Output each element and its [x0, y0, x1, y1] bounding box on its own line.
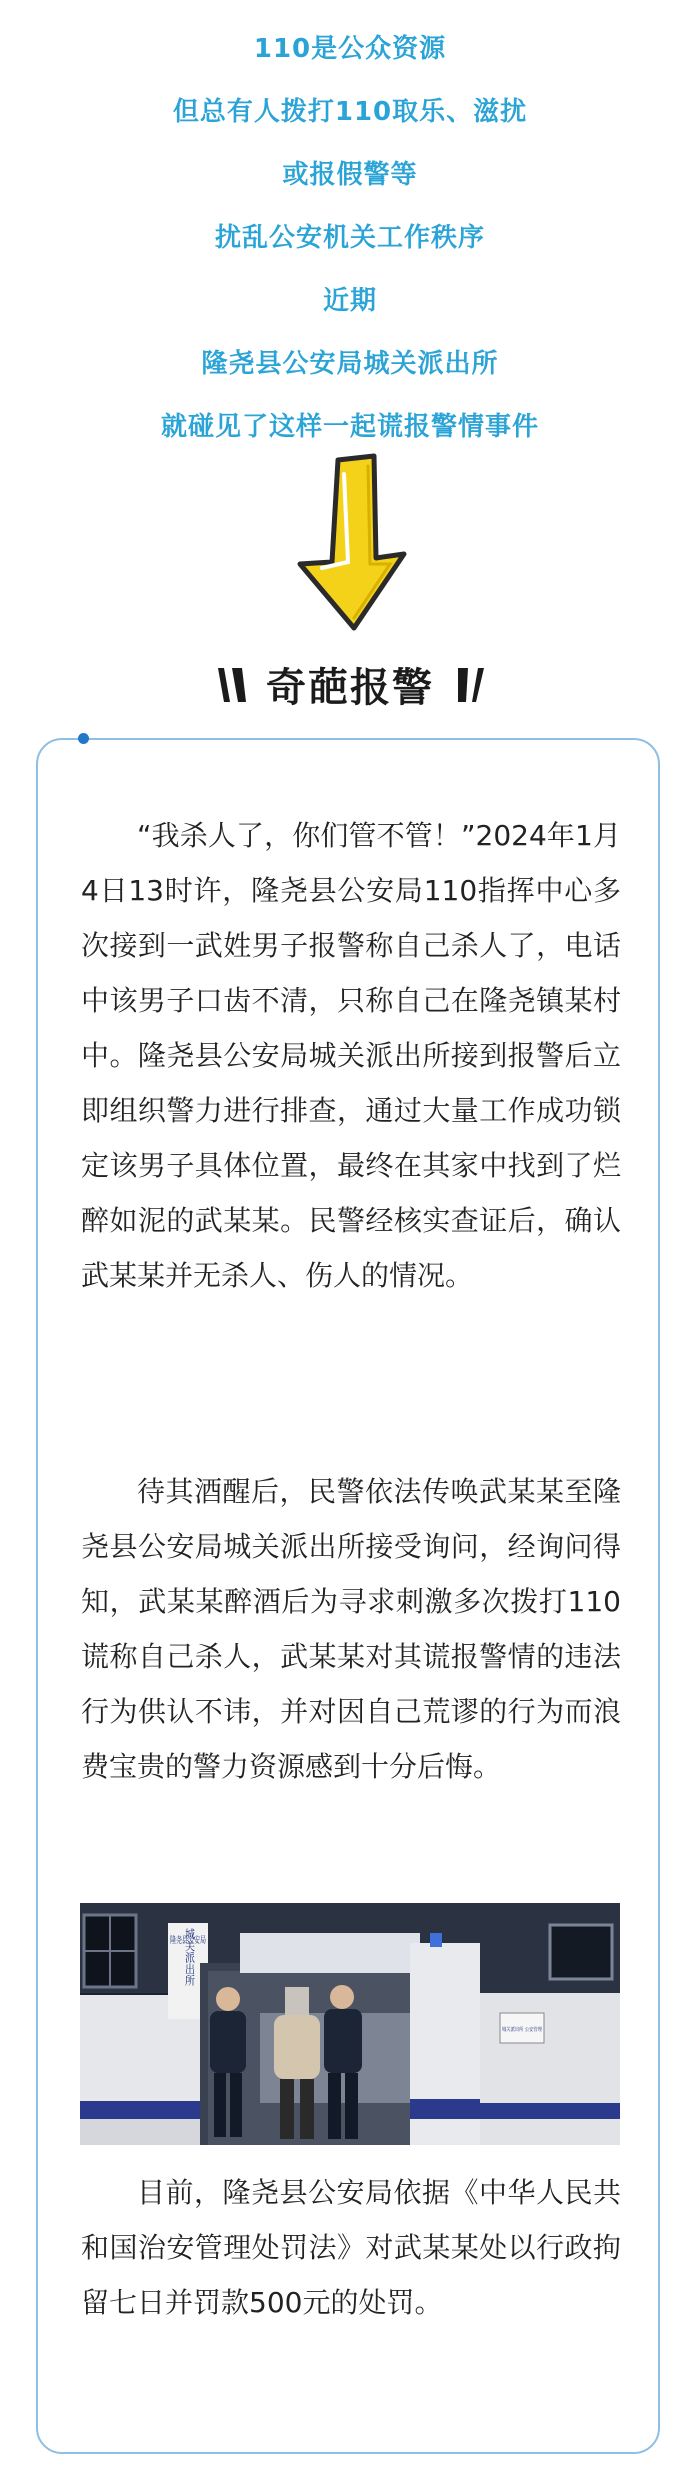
article-paragraph: 目前，隆尧县公安局依据《中华人民共和国治安管理处罚法》对武某某处以行政拘留七日并罚款500元的处罚。	[81, 2176, 621, 2319]
section-title: 奇葩报警	[266, 665, 434, 711]
police-station-photo	[80, 1903, 620, 2145]
article-paragraph: 待其酒醒后，民警依法传唤武某某至隆尧县公安局城关派出所接受询问，经询问得知，武某某醉酒后为寻求刺激多次拨打110谎称自己杀人，武某某对其谎报警情的违法行为供认不讳，并对因自己荒谬的行为而浪费宝贵的警力资源感到十分后悔。	[81, 1475, 621, 1783]
slash-decoration-icon	[452, 664, 492, 706]
intro-block	[0, 18, 700, 459]
card-dot	[78, 733, 89, 744]
intro-line: 隆尧县公安局城关派出所	[201, 349, 499, 379]
intro-line: 近期	[322, 286, 377, 316]
slash-decoration-icon	[212, 664, 252, 706]
intro-line: 但总有人拨打110取乐、滋扰	[172, 97, 528, 127]
notice-board-text: 城关派出所 公安管理	[502, 2027, 549, 2033]
down-arrow-icon	[292, 452, 412, 637]
station-sign-text: 城关派出所	[182, 1928, 194, 1978]
article-paragraph: “我杀人了，你们管不管！”2024年1月4日13时许，隆尧县公安局110指挥中心多次接到一武姓男子报警称自己杀人了，电话中该男子口齿不清，只称自己在隆尧镇某村中。隆尧县公安局城关派出所接到报警后立即组织警力进行排查，通过大量工作成功锁定该男子具体位置，最终在其家中找到了烂醉如泥的武某某。民警经核实查证后，确认武某某并无杀人、伤人的情况。	[81, 819, 621, 1292]
sign-small-text: 隆尧县公安局	[170, 1936, 225, 1946]
intro-line: 扰乱公安机关工作秩序	[214, 223, 485, 253]
intro-line: 110是公众资源	[253, 34, 447, 64]
intro-line: 就碰见了这样一起谎报警情事件	[160, 412, 539, 442]
intro-line: 或报假警等	[282, 160, 418, 190]
section-heading	[0, 650, 700, 720]
